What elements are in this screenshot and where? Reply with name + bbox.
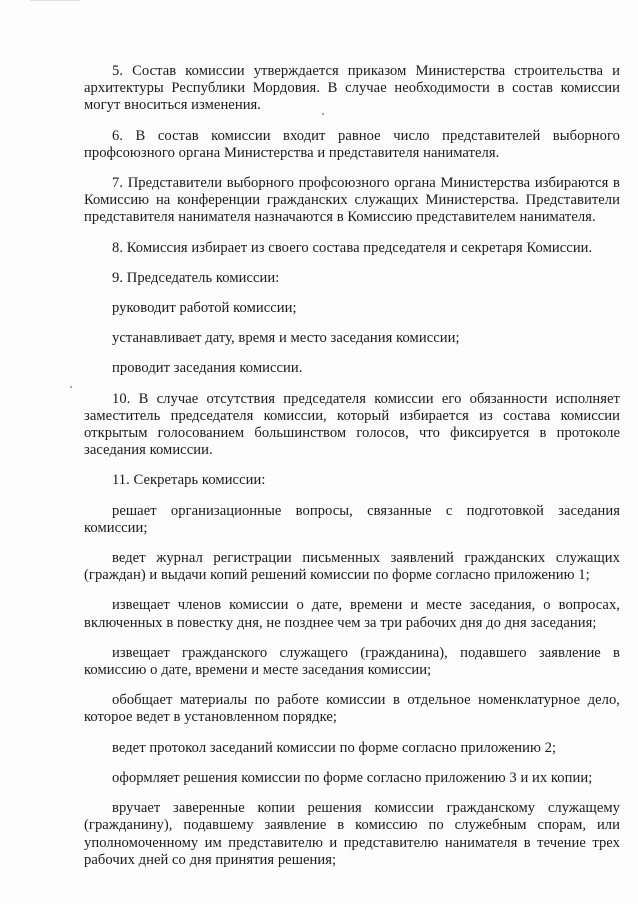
paragraph-9: 9. Председатель комиссии:	[112, 269, 280, 286]
list-item: устанавливает дату, время и место заседания комиссии;	[112, 330, 460, 347]
list-item: вручает заверенные копии решения комиссии гражданскому служащему (гражданину), подавшему заявление в комиссию по служебным спорам, или уполномоченному им представителю и представителю нанимателя в течение трех рабочих дней со дня принятия решения;	[84, 800, 620, 868]
list-item: оформляет решения комиссии по форме согласно приложению 3 и их копии;	[112, 769, 593, 786]
scan-speck	[70, 386, 72, 388]
scan-artifact	[30, 0, 80, 5]
list-item: извещает гражданского служащего (гражданина), подавшего заявление в комиссию о дате, времени и месте заседания комиссии;	[84, 644, 620, 679]
list-item: извещает членов комиссии о дате, времени и месте заседания, о вопросах, включенных в повестку дня, не позднее чем за три рабочих дня до дня заседания;	[84, 597, 620, 631]
document-body	[84, 63, 620, 869]
list-item: решает организационные вопросы, связанные с подготовкой заседания комиссии;	[84, 502, 620, 536]
list-item: ведет журнал регистрации письменных заявлений гражданских служащих (граждан) и выдачи копий решений комиссии по форме согласно приложению 1;	[84, 550, 620, 584]
paragraph-11: 11. Секретарь комиссии:	[112, 472, 266, 489]
paragraph-5: 5. Состав комиссии утверждается приказом Министерства строительства и архитектуры Республики Мордовия. В случае необходимости в состав комиссии могут вноситься изменения.	[84, 63, 620, 114]
list-item: руководит работой комиссии;	[112, 300, 297, 317]
list-item: обобщает материалы по работе комиссии в отдельное номенклатурное дело, которое ведет в установленном порядке;	[84, 692, 620, 726]
paragraph-6: 6. В состав комиссии входит равное число представителей выборного профсоюзного органа Министерства и представителя нанимателя.	[84, 127, 620, 161]
list-item: проводит заседания комиссии.	[112, 360, 303, 377]
paragraph-10: 10. В случае отсутствия председателя комиссии его обязанности исполняет заместитель председателя комиссии, который избирается из состава комиссии открытым голосованием большинством голосов, что фиксируется в протоколе заседания комиссии.	[84, 390, 620, 459]
paragraph-7: 7. Представители выборного профсоюзного органа Министерства избираются в Комиссию на конференции гражданских служащих Министерства. Представители представителя нанимателя назначаются в Комиссию представителем нанимателя.	[84, 175, 620, 226]
paragraph-8: 8. Комиссия избирает из своего состава председателя и секретаря Комиссии.	[112, 239, 593, 256]
list-item: ведет протокол заседаний комиссии по форме согласно приложению 2;	[112, 739, 557, 756]
